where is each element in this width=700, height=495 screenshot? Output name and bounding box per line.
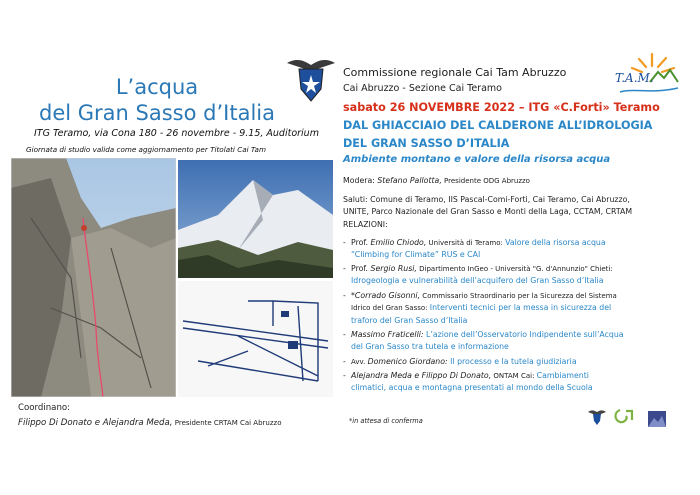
org-line-2: Cai Abruzzo - Sezione Cai Teramo: [343, 83, 502, 94]
coordinators: Filippo Di Donato e Alejandra Meda,: [18, 418, 173, 428]
event-subtitle-2: DEL GRAN SASSO D’ITALIA: [343, 137, 510, 150]
org-line-1: Commissione regionale Cai Tam Abruzzo: [343, 66, 567, 79]
ceea-logo: [616, 410, 633, 422]
coordination-names: [18, 418, 281, 428]
cai-small-logo: [588, 410, 606, 425]
moderator-label: Modera:: [343, 176, 378, 185]
coordination-label: Coordinano:: [18, 403, 71, 413]
title-line-2: del Gran Sasso d’Italia: [39, 101, 275, 125]
moderator-line: [343, 175, 688, 187]
report-item: - Prof. Emilio Chiodo, Università di Teramo: Valore della risorsa acqua “Climbing for Climate” RUS e CAI: [343, 238, 606, 260]
confirmation-note: *in attesa di conferma: [349, 417, 423, 425]
event-subtitle-1: DAL GHIACCIAIO DEL CALDERONE ALL’IDROLOGIA: [343, 119, 653, 132]
greetings-line-1: Saluti: Comune di Teramo, IIS Pascal-Comi-Forti, Cai Teramo, Cai Abruzzo,: [343, 195, 630, 204]
climbing-photo: [11, 158, 176, 397]
venue-line: ITG Teramo, via Cona 180 - 26 novembre - 9.15, Auditorium: [34, 128, 319, 139]
tam-logo: [612, 50, 684, 100]
tunnel-diagram: [178, 281, 333, 397]
event-subtitle-3: Ambiente montano e valore della risorsa acqua: [343, 154, 611, 165]
greetings-line-2: UNITE, Parco Nazionale del Gran Sasso e Monti della Laga, CCTAM, CRTAM: [343, 207, 633, 217]
mountain-photo: [178, 160, 333, 278]
tam-logo-text: T.A.M.: [615, 71, 654, 85]
moderator-role: Presidente ODG Abruzzo: [441, 177, 530, 185]
cai-logo: [283, 55, 339, 105]
report-item: - Avv. Domenico Giordano: Il processo e la tutela giudiziaria: [343, 357, 577, 366]
sponsor-logos: [586, 408, 686, 430]
greetings: [343, 194, 688, 231]
reports-label: RELAZIONI:: [343, 219, 388, 229]
report-item: - Alejandra Meda e Filippo Di Donato, ONTAM Cai: Cambiamenti climatici, acqua e montagna presentati al mondo della Scuola: [343, 371, 593, 393]
report-item: - Prof. Sergio Rusi, Dipartimento InGeo - Università "G. d'Annunzio" Chieti: Idrogeologia e vulnerabilità dell’acquifero del Gran Sasso d’Italia: [343, 264, 613, 286]
poster-title: [22, 74, 292, 126]
report-item: - *Corrado Gisonni, Commissario Straordinario per la Sicurezza del Sistema Idrico del Gran Sasso: Interventi tecnici per la messa in sicurezza del traforo del Gran Sasso d’Italia: [343, 291, 617, 325]
moderator-name: Stefano Pallotta,: [377, 176, 442, 185]
report-item: - Massimo Fraticelli: L’azione dell’Osservatorio Indipendente sull’Acqua del Gran Sasso tra tutela e informazione: [343, 330, 624, 352]
coordinators-role: Presidente CRTAM Cai Abruzzo: [172, 419, 282, 427]
event-date: sabato 26 NOVEMBRE 2022 – ITG «C.Forti» Teramo: [343, 101, 660, 114]
park-logo: [648, 411, 666, 427]
study-day-note: Giornata di studio valida come aggiornamento per Titolati Cai Tam: [26, 145, 266, 154]
title-line-1: L’acqua: [115, 75, 199, 99]
